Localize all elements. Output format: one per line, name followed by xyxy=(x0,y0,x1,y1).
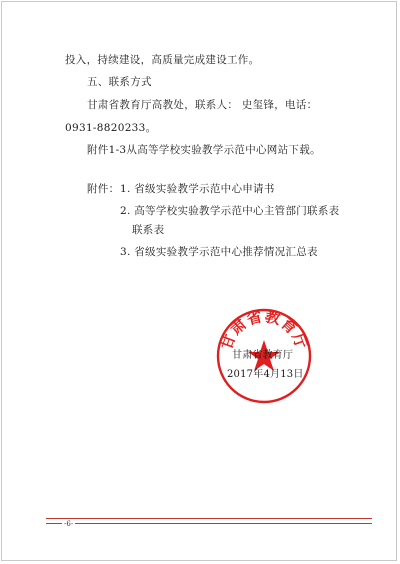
download-note: 附件1-3从高等学校实验教学示范中心网站下载。 xyxy=(87,144,321,156)
attachment-item-2: 2. 高等学校实验教学示范中心主管部门联系表 xyxy=(120,205,340,217)
page-number: -6- xyxy=(64,520,74,528)
contact-line: 甘肃省教育厅高教处，联系人： 史玺锋，电话： xyxy=(87,99,318,111)
seal-arc-text: 甘肃省教育厅 xyxy=(217,307,311,353)
signature-org: 甘肃省教育厅 xyxy=(232,350,294,361)
body-line-continuation: 投入，持续建设，高质量完成建设工作。 xyxy=(65,54,260,66)
document-page xyxy=(1,1,397,561)
footer-rule-bottom xyxy=(46,523,372,524)
footer-rule-top xyxy=(46,518,372,519)
contact-phone: 0931-8820233。 xyxy=(65,122,157,134)
attachment-item-1: 1. 省级实验教学示范中心申请书 xyxy=(120,183,275,195)
section-heading-contact: 五、联系方式 xyxy=(87,76,152,88)
attachment-item-3: 3. 省级实验教学示范中心推荐情况汇总表 xyxy=(120,246,318,258)
attachment-item-2-continued: 联系表 xyxy=(132,224,165,236)
signature-date: 2017年4月13日 xyxy=(227,369,304,380)
attachments-label: 附件： xyxy=(87,183,120,195)
